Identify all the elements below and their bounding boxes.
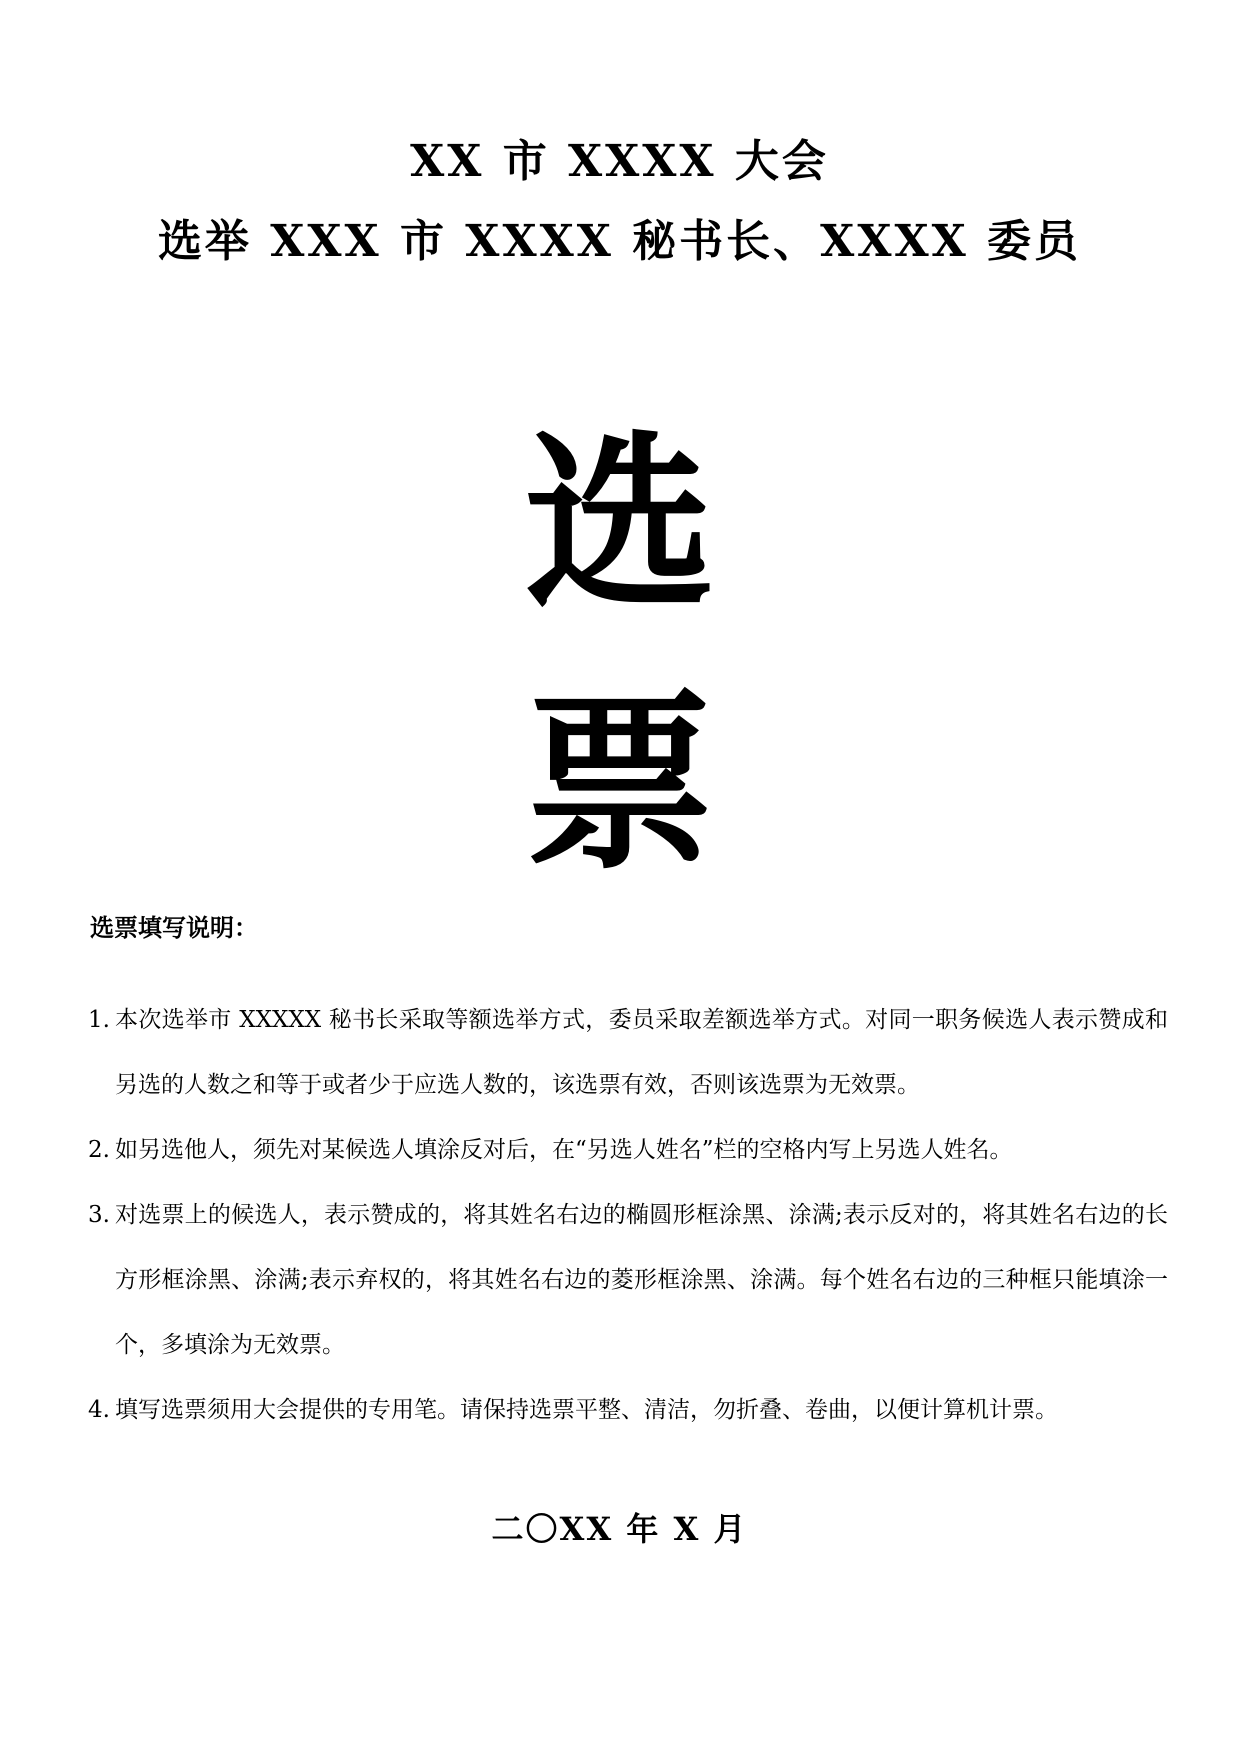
instruction-item [88, 1183, 1168, 1378]
instruction-text: 如另选他人，须先对某候选人填涂反对后，在“另选人姓名”栏的空格内写上另选人姓名。 [115, 1137, 1013, 1163]
instruction-number: 1. [88, 1007, 110, 1033]
issue-date: 二〇XX 年 X 月 [491, 1510, 748, 1548]
instruction-text: 填写选票须用大会提供的专用笔。请保持选票平整、清洁，勿折叠、卷曲，以便计算机计票。 [115, 1397, 1058, 1423]
instruction-number: 2. [88, 1137, 110, 1163]
meeting-title: XX 市 XXXX 大会 [410, 136, 829, 187]
instruction-number: 3. [88, 1202, 110, 1228]
instruction-item [88, 1118, 1168, 1183]
ballot-title-char-2: 票 [524, 674, 715, 895]
instruction-text: 对选票上的候选人，表示赞成的，将其姓名右边的椭圆形框涂黑、涂满;表示反对的，将其姓名右边的长方形框涂黑、涂满;表示弃权的，将其姓名右边的菱形框涂黑、涂满。每个姓名右边的三种框只能填涂一个，多填涂为无效票。 [115, 1202, 1168, 1358]
instruction-text: 本次选举市 XXXXX 秘书长采取等额选举方式，委员采取差额选举方式。对同一职务候选人表示赞成和另选的人数之和等于或者少于应选人数的，该选票有效，否则该选票为无效票。 [115, 1007, 1168, 1098]
instruction-item [88, 988, 1168, 1118]
election-title: 选举 XXX 市 XXXX 秘书长、XXXX 委员 [157, 216, 1082, 267]
instructions-list [88, 988, 1168, 1443]
instructions-heading: 选票填写说明： [90, 914, 258, 942]
instruction-number: 4. [88, 1397, 110, 1423]
instruction-item [88, 1378, 1168, 1443]
ballot-title-char-1: 选 [524, 414, 715, 635]
